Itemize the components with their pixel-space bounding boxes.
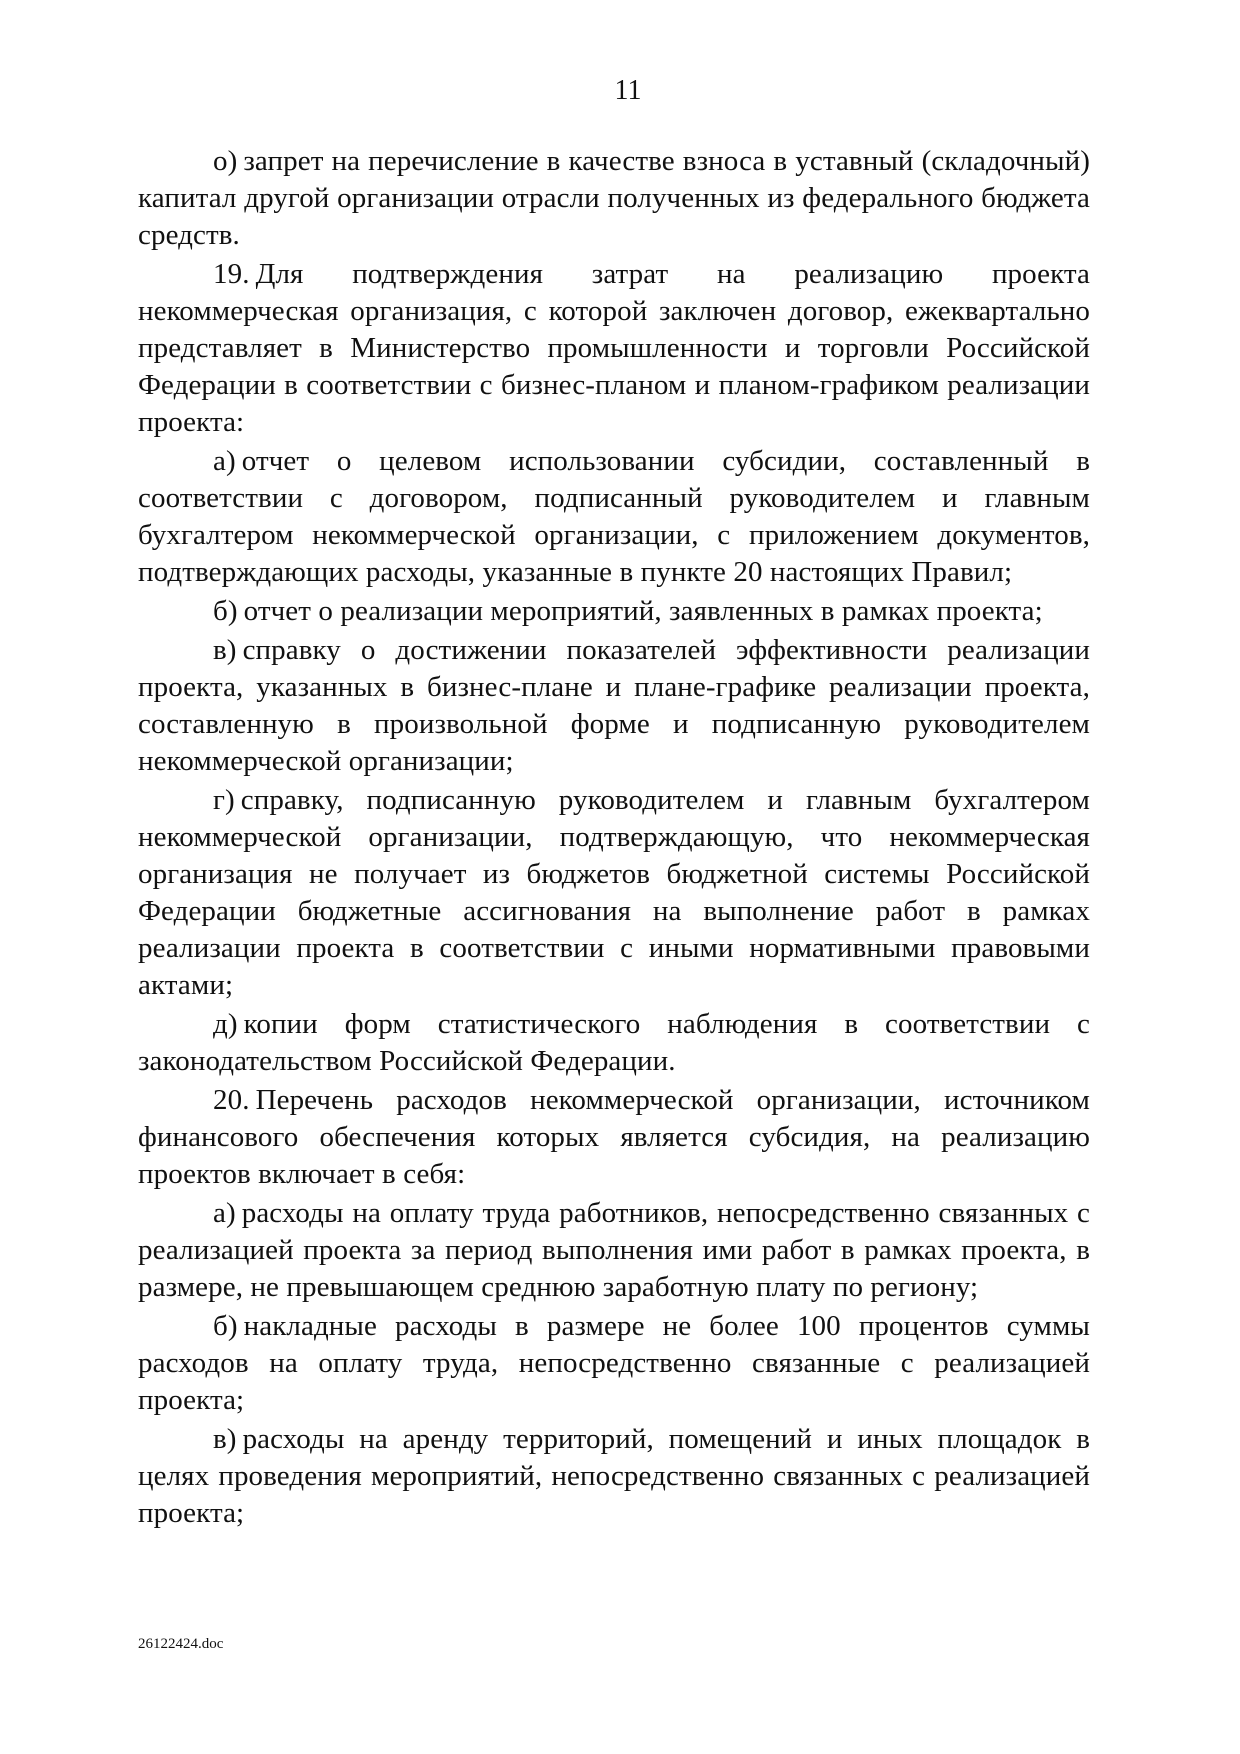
paragraph-item-a [138, 443, 1090, 591]
paragraph-text: Для подтверждения затрат на реализацию проекта некоммерческая организация, с которой заключен договор, ежеквартально представляет в Министерство промышленности и торговли Российской Федерации в соответствии с бизнес-планом и планом-графиком реализации проекта: [138, 258, 1090, 438]
paragraph-text: справку о достижении показателей эффективности реализации проекта, указанных в бизнес-плане и плане-графике реализации проекта, составленную в произвольной форме и подписанную руководителем некоммерческой организации; [138, 634, 1090, 777]
paragraph-text: справку, подписанную руководителем и главным бухгалтером некоммерческой организации, подтверждающую, что некоммерческая организация не получает из бюджетов бюджетной системы Российской Федерации бюджетные ассигнования на выполнение работ в рамках реализации проекта в соответствии с иными нормативными правовыми актами; [138, 784, 1090, 1001]
paragraph-item-a [138, 1195, 1090, 1306]
paragraph-marker: г) [213, 784, 235, 816]
paragraph-item-v [138, 1421, 1090, 1532]
paragraph-item-b [138, 1308, 1090, 1419]
paragraph-clause-19 [138, 256, 1090, 441]
paragraph-text: запрет на перечисление в качестве взноса в уставный (складочный) капитал другой организации отрасли полученных из федерального бюджета средств. [138, 145, 1090, 251]
paragraph-marker: а) [213, 1197, 236, 1229]
paragraph-item-g [138, 782, 1090, 1004]
paragraph-text: отчет о целевом использовании субсидии, составленный в соответствии с договором, подписанный руководителем и главным бухгалтером некоммерческой организации, с приложением документов, подтверждающих расходы, указанные в пункте 20 настоящих Правил; [138, 445, 1090, 588]
paragraph-clause-20 [138, 1082, 1090, 1193]
paragraph-text: копии форм статистического наблюдения в соответствии с законодательством Российской Федерации. [138, 1008, 1090, 1077]
paragraph-marker: д) [213, 1008, 238, 1040]
paragraph-text: расходы на оплату труда работников, непосредственно связанных с реализацией проекта за период выполнения ими работ в рамках проекта, в размере, не превышающем среднюю заработную плату по региону; [138, 1197, 1090, 1303]
paragraph-marker: а) [213, 445, 236, 477]
paragraph-item-o [138, 143, 1090, 254]
paragraph-marker: 19. [213, 258, 250, 290]
paragraph-marker: б) [213, 1310, 238, 1342]
paragraph-item-b [138, 593, 1090, 630]
paragraph-text: накладные расходы в размере не более 100 процентов суммы расходов на оплату труда, непосредственно связанные с реализацией проекта; [138, 1310, 1090, 1416]
paragraph-marker: в) [213, 634, 237, 666]
footer-document-code: 26122424.doc [138, 1636, 224, 1652]
paragraph-text: Перечень расходов некоммерческой организации, источником финансового обеспечения которых является субсидия, на реализацию проектов включает в себя: [138, 1084, 1090, 1190]
paragraph-marker: 20. [213, 1084, 250, 1116]
paragraph-marker: б) [213, 595, 238, 627]
paragraph-marker: о) [213, 145, 238, 177]
paragraph-item-d [138, 1006, 1090, 1080]
paragraph-item-v [138, 632, 1090, 780]
paragraph-text: отчет о реализации мероприятий, заявленных в рамках проекта; [243, 595, 1043, 627]
document-body [138, 143, 1090, 1532]
paragraph-marker: в) [213, 1423, 237, 1455]
page-number: 11 [614, 75, 642, 106]
paragraph-text: расходы на аренду территорий, помещений и иных площадок в целях проведения мероприятий, непосредственно связанных с реализацией проекта; [138, 1423, 1090, 1529]
